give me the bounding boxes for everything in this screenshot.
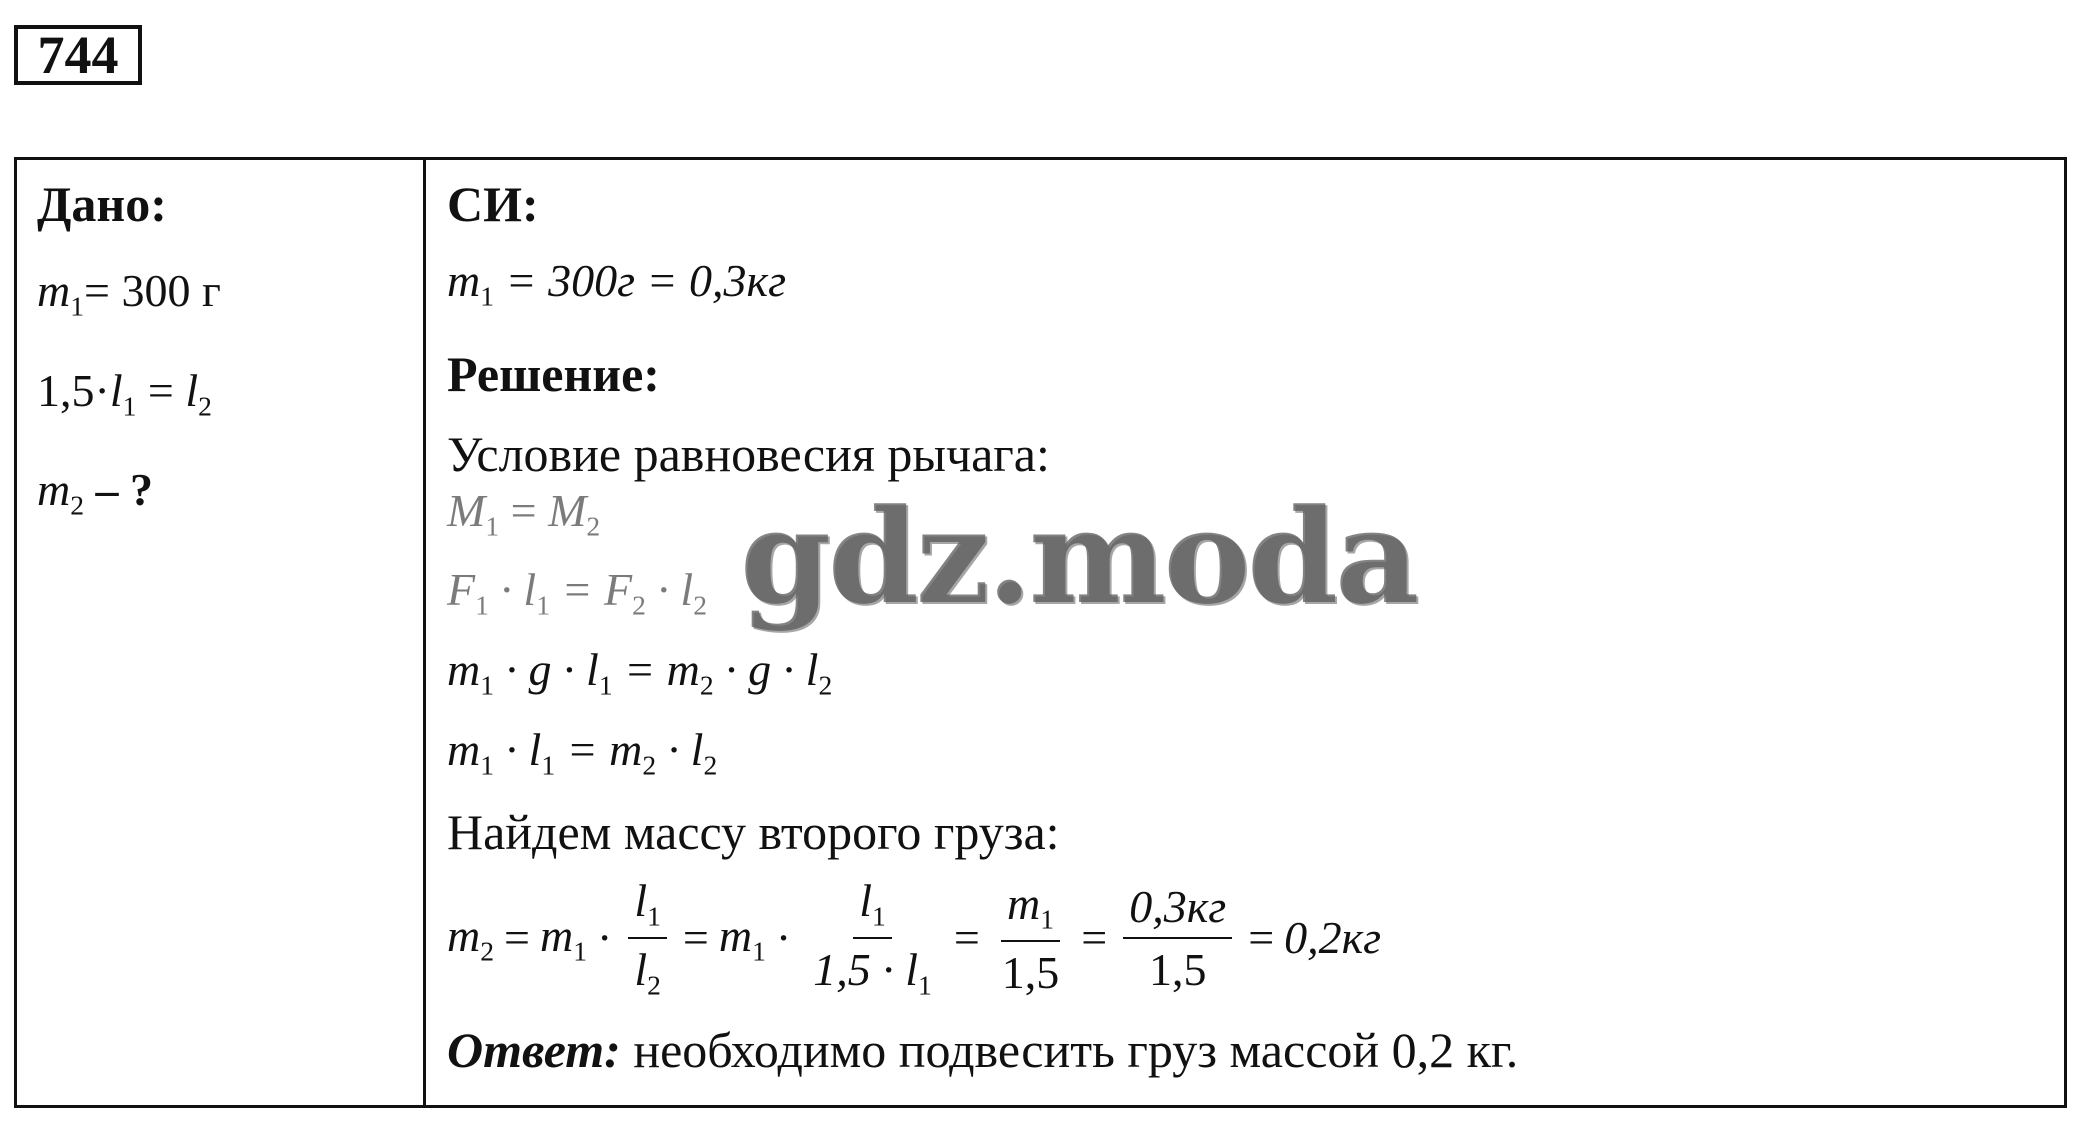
si-heading: СИ: — [447, 176, 539, 232]
equation-forces: $F_1 \cdot l_1 = F_2 \cdot l_2$ — [447, 564, 707, 621]
find-text: Найдем массу второго груза: — [447, 804, 1060, 861]
solution-heading: Решение: — [447, 345, 660, 402]
equation-masses: $m_1 \cdot l_1 = m_2 \cdot l_2$ — [447, 723, 718, 781]
calc-term-1: $m_1$ — [539, 909, 588, 967]
fraction-4: $\frac{0,3кг}{1,5}$ — [1123, 880, 1232, 996]
given-heading: Дано: — [37, 176, 167, 232]
fraction-3: $\frac{m_1}{1,5}$ — [1001, 878, 1060, 998]
fraction-2: $\frac{l_1}{1,5 \cdot l_1}$ — [813, 875, 932, 1001]
equation-weights: $m_1 \cdot g \cdot l_1 = m_2 \cdot g \cdot l_2$ — [447, 643, 833, 701]
equation-moments: $M_1 = M_2$ — [447, 484, 601, 542]
given-arm-ratio: $1,5\cdot l_1 = l_2$ — [37, 364, 212, 422]
fraction-1: $\frac{l_1}{l_2}$ — [628, 874, 667, 1001]
calc-term-2: $m_1$ — [718, 909, 766, 967]
problem-number: 744 — [14, 25, 142, 85]
calc-eq: = — [682, 912, 709, 964]
calc-dot: · — [775, 912, 792, 964]
given-unknown: $m_2$ – ? — [37, 464, 154, 521]
calc-result: 0,2кг — [1284, 912, 1382, 964]
calc-eq: = — [1081, 912, 1108, 964]
calc-eq: = — [504, 912, 530, 964]
answer-text: необходимо подвесить груз массой 0,2 кг. — [620, 1021, 1519, 1078]
calc-lhs: $m_2$ — [447, 909, 495, 967]
given-column — [37, 174, 407, 533]
calc-dot: · — [597, 912, 613, 964]
calc-eq: = — [953, 912, 980, 964]
si-conversion: $m_1 = 300г = 0,3кг$ — [447, 255, 787, 312]
column-divider — [423, 160, 426, 1105]
answer — [447, 1020, 2047, 1080]
condition-text: Условие равновесия рычага: — [447, 425, 1050, 482]
answer-label: Ответ: — [447, 1021, 621, 1078]
watermark: gdz.moda — [740, 480, 1417, 633]
calculation — [447, 874, 2047, 1001]
given-mass: $m_1= 300$ г — [37, 265, 221, 322]
calc-eq: = — [1248, 912, 1275, 964]
